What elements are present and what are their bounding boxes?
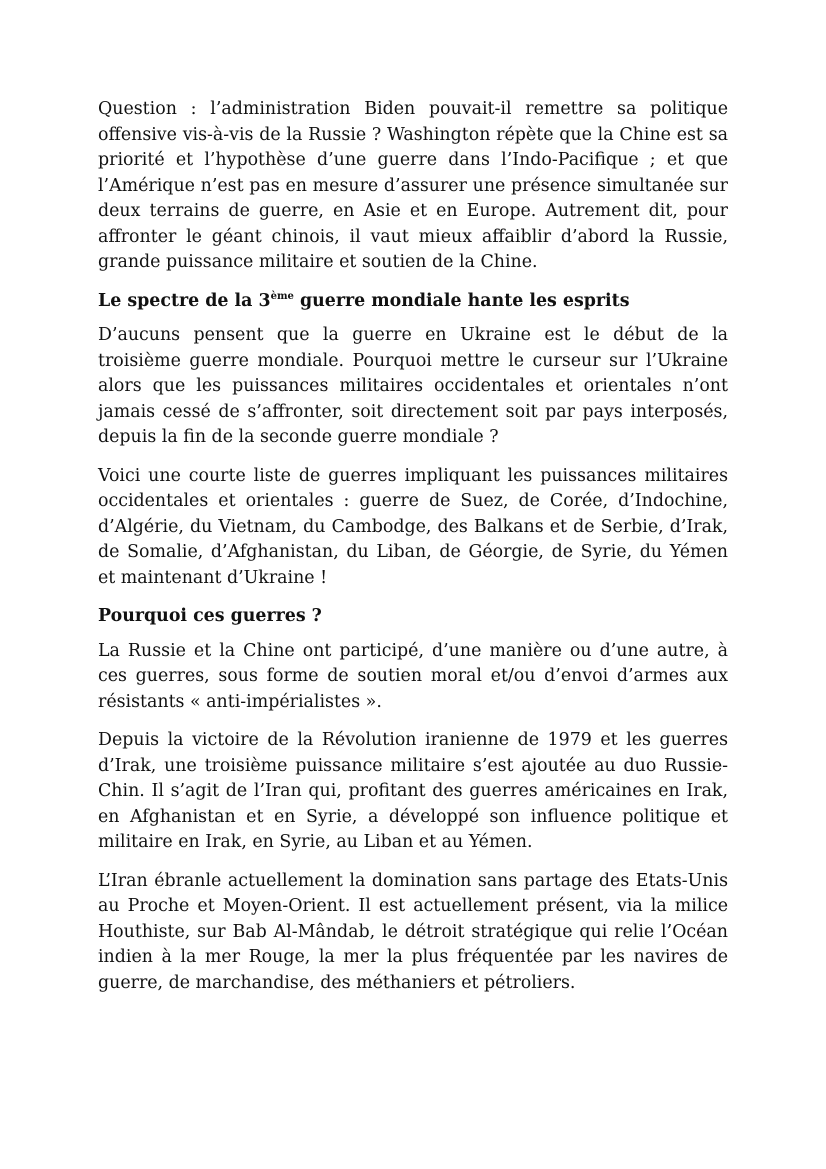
heading-text-end: guerre mondiale hante les esprits xyxy=(293,290,630,311)
paragraph-iran-power: Depuis la victoire de la Révolution iranienne de 1979 et les guerres d’Irak, une troisième puissance militaire s’est ajoutée au duo Russie-Chin. Il s’agit de l’Iran qui, profitant des guerres américaines en Irak, en Afghanistan et en Syrie, a développé son influence politique et militaire en Irak, en Syrie, au Liban et au Yémen. xyxy=(98,730,728,852)
paragraph-question: Question : l’administration Biden pouvait-il remettre sa politique offensive vis-à-vis de la Russie ? Washington répète que la Chine est sa priorité et l’hypothèse d’une guerre dans l’Indo-Pacifique ; et que l’Amérique n’est pas en mesure d’assurer une présence simultanée sur deux terrains de guerre, en Asie et en Europe. Autrement dit, pour affronter le géant chinois, il vaut mieux affaiblir d’abord la Russie, grande puissance militaire et soutien de la Chine. xyxy=(98,99,728,272)
heading-why-wars: Pourquoi ces guerres ? xyxy=(98,606,322,626)
heading-world-war-spectre xyxy=(98,289,728,315)
paragraph-ukraine-war: D’aucuns pensent que la guerre en Ukraine est le début de la troisième guerre mondiale. Pourquoi mettre le curseur sur l’Ukraine alors que les puissances militaires occidentales et orientales n’ont jamais cessé de s’affronter, soit directement soit par pays interposés, depuis la fin de la seconde guerre mondiale ? xyxy=(98,325,728,447)
paragraph-iran-middle-east: L’Iran ébranle actuellement la domination sans partage des Etats-Unis au Proche et Moyen-Orient. Il est actuellement présent, via la milice Houthiste, sur Bab Al-Mândab, le détroit stratégique qui relie l’Océan indien à la mer Rouge, la mer la plus fréquentée par les navires de guerre, de marchandise, des méthaniers et pétroliers. xyxy=(98,870,728,993)
paragraph-war-list: Voici une courte liste de guerres impliquant les puissances militaires occidentales et orientales : guerre de Suez, de Corée, d’Indochine, d’Algérie, du Vietnam, du Cambodge, des Balkans et de Serbie, d’Irak, de Somalie, d’Afghanistan, du Liban, de Géorgie, de Syrie, du Yémen et maintenant d’Ukraine ! xyxy=(98,465,728,588)
document-page xyxy=(98,97,728,1009)
heading-superscript: ème xyxy=(270,290,294,302)
heading-text-start: Le spectre de la 3 xyxy=(98,290,271,311)
paragraph-russia-china: La Russie et la Chine ont participé, d’une manière ou d’une autre, à ces guerres, sous forme de soutien moral et/ou d’envoi d’armes aux résistants « anti-impérialistes ». xyxy=(98,640,728,712)
